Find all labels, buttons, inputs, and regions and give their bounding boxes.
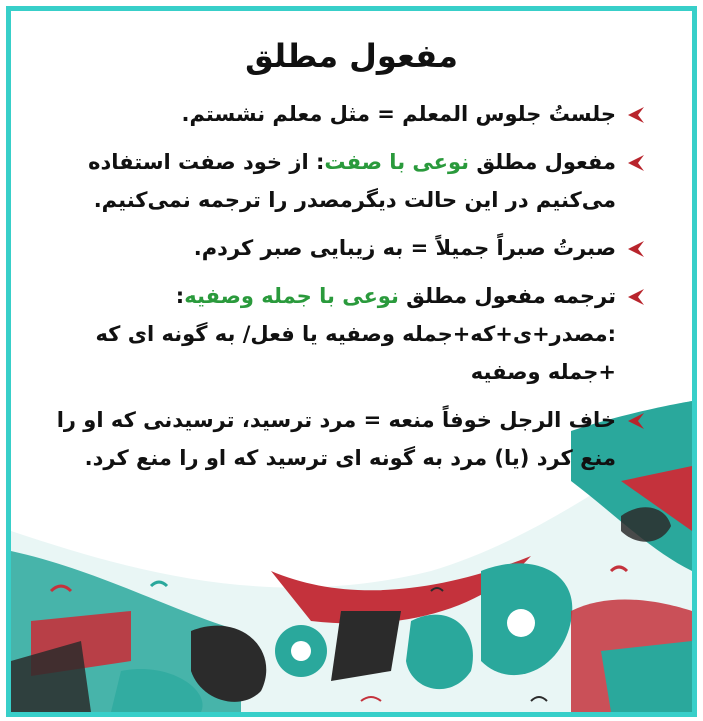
poster-frame <box>6 6 697 717</box>
highlight-text: نوعی با جمله وصفیه <box>184 284 399 308</box>
bullet-text: : :مصدر+ی+که+جمله وصفیه یا فعل/ به گونه ای که +جمله وصفیه <box>95 284 616 384</box>
bullet-item <box>41 277 646 391</box>
bullet-text: خاف الرجل خوفاً منعه = مرد ترسید، ترسیدنی که او را منع کرد (یا) مرد به گونه ای ترسید که او را منع کرد. <box>56 408 616 470</box>
bullet-item <box>41 229 646 267</box>
arrow-bullet-icon <box>626 288 646 306</box>
page-title: مفعول مطلق <box>245 37 458 75</box>
bullet-item <box>41 401 646 477</box>
bullet-text: ترجمه مفعول مطلق <box>398 284 616 308</box>
arrow-bullet-icon <box>626 154 646 172</box>
arrow-bullet-icon <box>626 240 646 258</box>
bullet-item <box>41 95 646 133</box>
arrow-bullet-icon <box>626 412 646 430</box>
bullet-item <box>41 143 646 219</box>
bullet-text: مفعول مطلق <box>469 150 616 174</box>
bullet-list <box>41 95 646 487</box>
bullet-text: : از خود صفت استفاده می‌کنیم در این حالت دیگرمصدر را ترجمه نمی‌کنیم. <box>88 150 616 212</box>
bullet-text: جلستُ جلوس المعلم = مثل معلم نشستم. <box>181 102 616 126</box>
highlight-text: نوعی با صفت <box>324 150 470 174</box>
bullet-text: صبرتُ صبراً جمیلاً = به زیبایی صبر کردم. <box>193 236 616 260</box>
arrow-bullet-icon <box>626 106 646 124</box>
